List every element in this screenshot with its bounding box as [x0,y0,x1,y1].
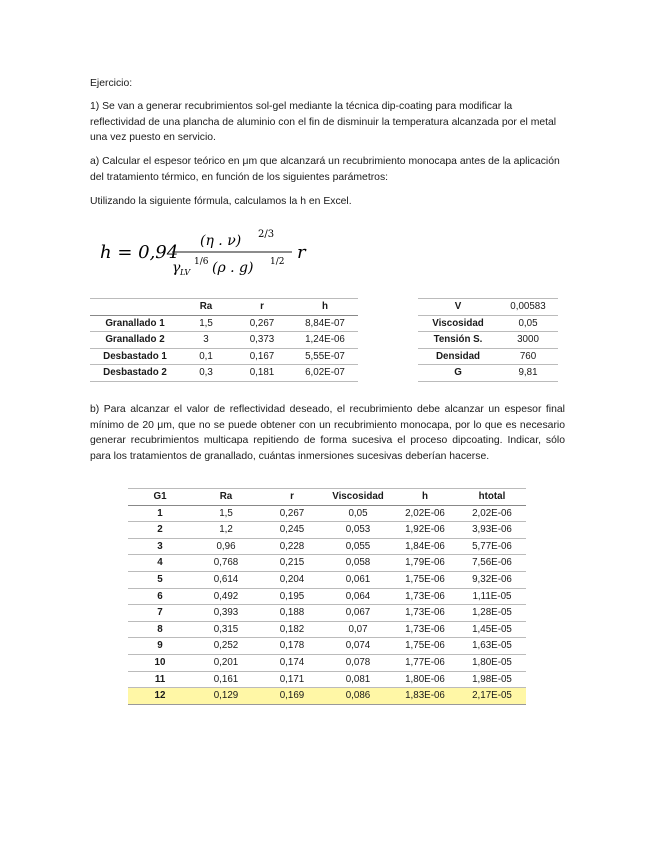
table-cell: 0,201 [192,654,260,671]
table-row [128,571,526,588]
formula-gamma: γ [172,260,181,276]
multilayer-table [128,488,526,705]
table-cell: 0,492 [192,588,260,605]
table-cell: 3 [128,538,192,555]
table-row [90,315,358,332]
table-cell: 0,078 [324,654,392,671]
formula-rhs: r [297,242,306,263]
table-cell: 3,93E-06 [458,522,526,539]
table-cell: 0,058 [324,555,392,572]
exercise-heading: Ejercicio: [90,78,133,89]
table-cell: 0,204 [260,571,324,588]
formula-den-exp2: 1/2 [270,257,285,267]
table-cell: 2 [128,522,192,539]
table-cell: 1,98E-05 [458,671,526,688]
table-cell: 1,79E-06 [392,555,458,572]
table-row [128,688,526,705]
table-row [128,671,526,688]
table-header: r [260,489,324,506]
table-cell: 8 [128,621,192,638]
table-cell: 5 [128,571,192,588]
table-cell: Desbastado 2 [90,365,180,382]
paragraph-2a: a) Calcular el espesor teórico en μm que alcanzará un recubrimiento monocapa antes de la aplicación del tratamiento térmico, en función de los siguientes parámetros: [90,156,560,183]
table-cell: 0,053 [324,522,392,539]
table-cell: 2,17E-05 [458,688,526,705]
table-header: G1 [128,489,192,506]
table-row [128,588,526,605]
table-cell: 0,215 [260,555,324,572]
table-cell: 1,28E-05 [458,605,526,622]
table-cell: 3000 [498,332,558,349]
paragraph-1: 1) Se van a generar recubrimientos sol-gel mediante la técnica dip-coating para modificar la reflectividad de una plancha de aluminio con el fin de disminuir la temperatura alcanzada por el metal una vez puesto en servicio. [90,101,557,144]
table-cell: 1,73E-06 [392,588,458,605]
table-row [90,348,358,365]
table-cell: 0,252 [192,638,260,655]
table-cell: Viscosidad [418,315,498,332]
table-header: h [392,489,458,506]
table-cell: 4 [128,555,192,572]
constants-table [418,298,558,382]
table-cell: V [418,299,498,316]
table-cell: 1 [128,505,192,522]
table-cell: 1,2 [192,522,260,539]
table-cell: 0,182 [260,621,324,638]
thickness-formula [100,226,320,278]
table-cell: Desbastado 1 [90,348,180,365]
table-cell: 0,188 [260,605,324,622]
table-cell: 0,96 [192,538,260,555]
table-cell: 10 [128,654,192,671]
table-cell: 0,07 [324,621,392,638]
table-cell: G [418,365,498,382]
table-cell: 1,92E-06 [392,522,458,539]
table-cell: 3 [180,332,232,349]
table-header: htotal [458,489,526,506]
table-cell: 7,56E-06 [458,555,526,572]
table-cell: 1,83E-06 [392,688,458,705]
paragraph-4b: b) Para alcanzar el valor de reflectividad deseado, el recubrimiento debe alcanzar un espesor final mínimo de 20 μm, que no se puede obtener con un recubrimiento monocapa, por lo que es necesario generar recubrimientos multicapa repitiendo de forma sucesiva el proceso dipcoating. Indicar, sólo para los tratamientos de granallado, cuántas inmersiones sucesivas deberían hacerse. [90,404,565,462]
table-cell: 0,05 [498,315,558,332]
table-cell: 9 [128,638,192,655]
table-row [128,654,526,671]
paragraph-3: Utilizando la siguiente fórmula, calculamos la h en Excel. [90,196,352,207]
table-cell: 1,75E-06 [392,638,458,655]
table-cell: 0,181 [232,365,292,382]
table-cell: 5,77E-06 [458,538,526,555]
table-cell: 1,84E-06 [392,538,458,555]
table-row [418,332,558,349]
table-header: h [292,299,358,316]
formula-gamma-sub: LV [180,268,191,277]
table-header: Viscosidad [324,489,392,506]
table-cell: 0,267 [260,505,324,522]
formula-num-exponent: 2/3 [258,229,275,240]
table-cell: 9,32E-06 [458,571,526,588]
table-row [128,522,526,539]
table-cell: 5,55E-07 [292,348,358,365]
table-cell: 6 [128,588,192,605]
table-cell: 1,75E-06 [392,571,458,588]
table-cell: 0,267 [232,315,292,332]
table-cell: 2,02E-06 [392,505,458,522]
table-cell: 11 [128,671,192,688]
table-header: r [232,299,292,316]
table-cell: 0,171 [260,671,324,688]
table-cell: 1,77E-06 [392,654,458,671]
table-cell: 0,393 [192,605,260,622]
table-cell: 7 [128,605,192,622]
table-header: Ra [192,489,260,506]
table-cell: Tensión S. [418,332,498,349]
parameters-table [90,298,358,382]
table-cell: 0,768 [192,555,260,572]
table-cell: 0,05 [324,505,392,522]
table-row [128,621,526,638]
table-cell: 6,02E-07 [292,365,358,382]
table-cell: 0,086 [324,688,392,705]
table-cell: 0,067 [324,605,392,622]
formula-lhs: h = 0,94 [100,242,179,263]
formula-den-exp1: 1/6 [194,257,209,267]
table-cell: 0,245 [260,522,324,539]
formula-den-mid: (ρ . g) [212,260,254,276]
table-cell: 1,24E-06 [292,332,358,349]
table-row [418,348,558,365]
table-cell: 0,614 [192,571,260,588]
table-cell: 760 [498,348,558,365]
table-row [418,299,558,316]
table-cell: 0,00583 [498,299,558,316]
table-cell: Granallado 2 [90,332,180,349]
table-row [128,555,526,572]
table-cell: 0,061 [324,571,392,588]
table-cell: 2,02E-06 [458,505,526,522]
table-cell: 0,129 [192,688,260,705]
table-cell: 1,11E-05 [458,588,526,605]
table-cell: 0,1 [180,348,232,365]
table-cell: 1,5 [180,315,232,332]
table-row [128,505,526,522]
table-cell: 0,228 [260,538,324,555]
table-cell: 1,63E-05 [458,638,526,655]
table-cell: 0,174 [260,654,324,671]
table-header: Ra [180,299,232,316]
table-row [128,605,526,622]
table-cell: Densidad [418,348,498,365]
table-row [418,365,558,382]
table-cell: 12 [128,688,192,705]
table-cell: 1,80E-06 [392,671,458,688]
table-header [90,299,180,316]
table-cell: 0,055 [324,538,392,555]
table-cell: 1,80E-05 [458,654,526,671]
table-cell: 1,73E-06 [392,605,458,622]
formula-numerator: (η . ν) [200,233,242,249]
table-cell: 0,373 [232,332,292,349]
table-row [128,638,526,655]
table-cell: 0,178 [260,638,324,655]
table-cell: 0,161 [192,671,260,688]
table-cell: 0,195 [260,588,324,605]
table-cell: 8,84E-07 [292,315,358,332]
table-row [128,538,526,555]
table-row [90,332,358,349]
table-cell: 0,167 [232,348,292,365]
table-row [418,315,558,332]
table-cell: 0,169 [260,688,324,705]
table-cell: 9,81 [498,365,558,382]
table-cell: 0,064 [324,588,392,605]
table-cell: 0,315 [192,621,260,638]
table-cell: 0,074 [324,638,392,655]
table-row [90,365,358,382]
table-cell: 1,5 [192,505,260,522]
table-cell: Granallado 1 [90,315,180,332]
table-cell: 1,73E-06 [392,621,458,638]
table-cell: 0,081 [324,671,392,688]
table-cell: 0,3 [180,365,232,382]
table-cell: 1,45E-05 [458,621,526,638]
